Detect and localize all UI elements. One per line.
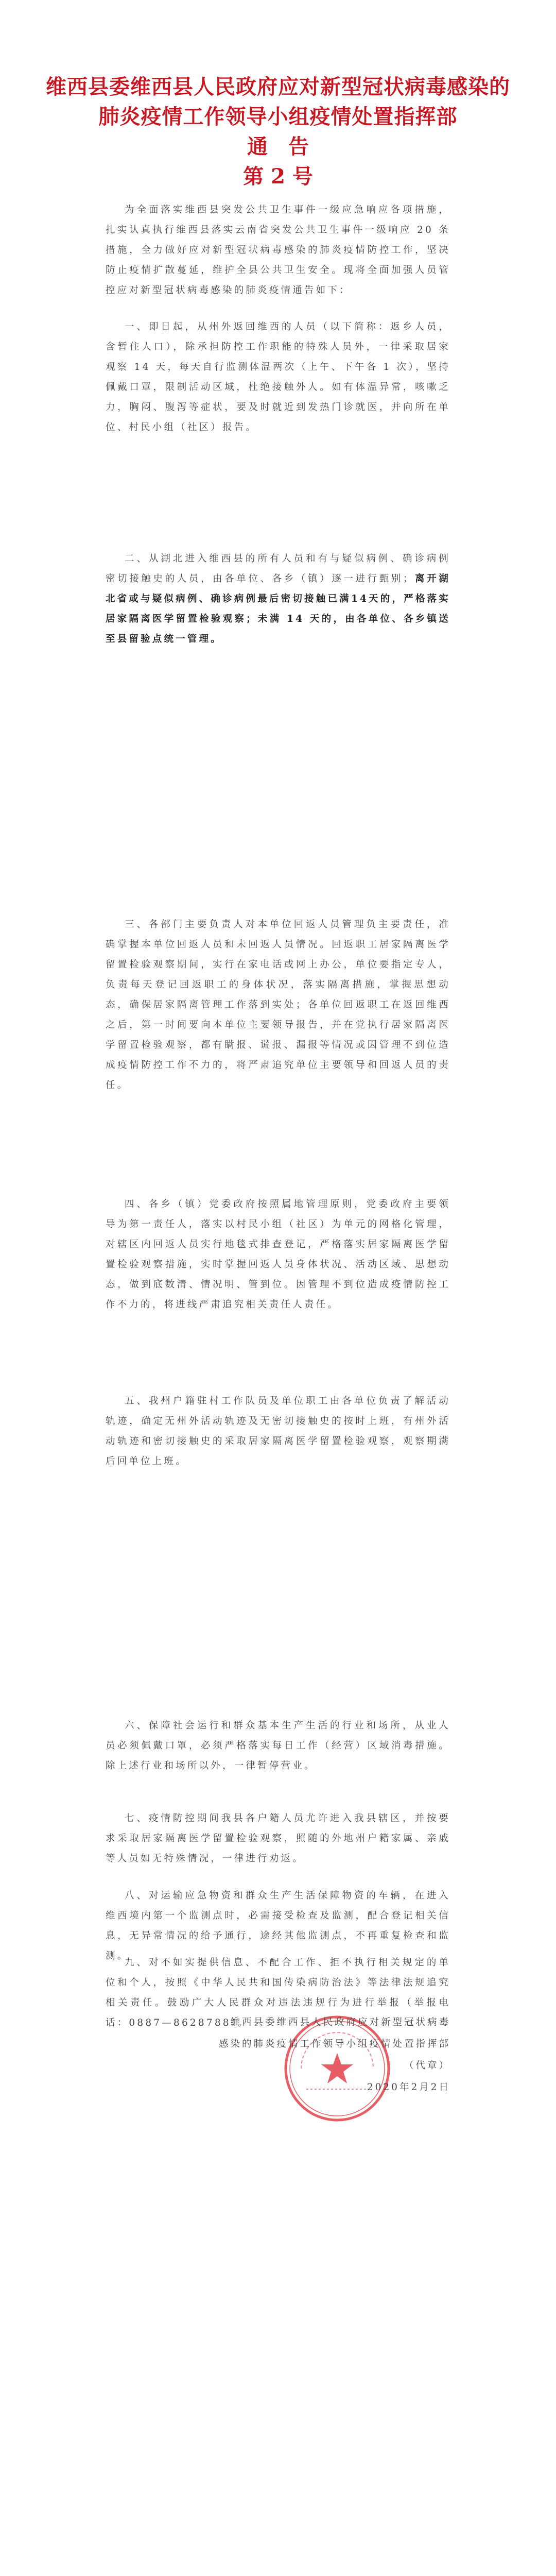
document-number: 第 2 号: [243, 164, 313, 189]
paragraph-item-9: 九、对不如实提供信息、不配合工作、拒不执行相关规定的单位和个人，按照《中华人民共和国传染病防治法》等法律法规追究相关责任。鼓励广大人民群众对违法违规行为进行举报（举报电话：0887—8628788）。: [106, 1957, 450, 2028]
paragraph-item-4: 四、各乡（镇）党委政府按照属地管理原则，党委政府主要领导为第一责任人，落实以村民小组（社区）为单元的网格化管理，对辖区内回返人员实行地毯式排查登记，严格落实居家隔离医学留置检验观察措施，实时掌握回返人员身体状况、活动区域、思想动态，做到底数清、情况明、管到位。因管理不到位造成疫情防控工作不力的，将进线严肃追究相关责任人责任。: [106, 1199, 450, 1310]
notice-heading: 通 告: [247, 134, 309, 159]
document-title-line-1: 维西县委维西县人民政府应对新型冠状病毒感染的: [46, 75, 510, 99]
paragraph-item-3: 三、各部门主要负责人对本单位回返人员管理负主要责任，准确掌握本单位回返人员和未回返人员情况。回返职工居家隔离医学留置检验观察期间，实行在家电话或网上办公，单位要指定专人，负责每天登记回返职工的身体状况，落实隔离措施，掌握思想动态，确保居家隔离管理工作落到实处；各单位回返职工在返回维西之后，第一时间要向本单位主要领导报告，并在党执行居家隔离医学留置检验观察，都有瞒报、谎报、漏报等情况或因管理不到位造成疫情防控工作不力的，将严肃追究单位主要领导和回返人员的责任。: [106, 919, 450, 1091]
paragraph-item-7: 七、疫情防控期间我县各户籍人员尤许进入我县辖区，并按要求采取居家隔离医学留置检验观察，照随的外地州户籍家属、亲戚等人员如无特殊情况，一律进行劝返。: [106, 1813, 450, 1864]
signature-date: 2020年2月2日: [367, 2082, 450, 2093]
signature-block: [219, 2012, 450, 2098]
paragraph-item-2-emphasis: 离开湖北省或与疑似病例、确诊病例最后密切接触已满14天的，严格落实居家隔离医学留置检验观察；未满 14 天的，由各单位、各乡镇送至县留验点统一管理。: [106, 573, 450, 645]
document-header: [0, 72, 556, 192]
signature-line-2: 感染的肺炎疫情工作领导小组疫情处置指挥部: [218, 2039, 450, 2049]
signature-line-3: （代章）: [404, 2060, 450, 2071]
paragraph-intro: 为全面落实维西县突发公共卫生事件一级应急响应各项措施，扎实认真执行维西县落实云南省突发公共卫生事件一级响应 20 条措施，全力做好应对新型冠状病毒感染的肺炎疫情防控工作，坚决防止疫情扩散蔓延，维护全县公共卫生安全。现将全面加强人员管控应对新型冠状病毒感染的肺炎疫情通告如下：: [106, 205, 450, 296]
paragraph-item-8: 八、对运输应急物资和群众生产生活保障物资的车辆，在进入维西境内第一个监测点时，必需接受检查及监测，配合登记相关信息，无异常情况的给予通行，途经其他监测点，不再重复检查和监测。: [106, 1890, 450, 1961]
document-title-line-2: 肺炎疫情工作领导小组疫情处置指挥部: [98, 105, 458, 129]
signature-line-1: 维西县委维西县人民政府应对新型冠状病毒: [230, 2017, 450, 2028]
paragraph-item-6: 六、保障社会运行和群众基本生产生活的行业和场所，从业人员必须佩戴口罩，必须严格落实每日工作（经营）区域消毒措施。除上述行业和场所以外，一律暂停营业。: [106, 1720, 450, 1771]
paragraph-item-5: 五、我州户籍驻村工作队员及单位职工由各单位负责了解活动轨迹，确定无州外活动轨迹及无密切接触史的按时上班，有州外活动轨迹和密切接触史的采取居家隔离医学留置检验观察，观察期满后回单位上班。: [106, 1396, 450, 1467]
paragraph-item-2: [106, 549, 450, 649]
paragraph-item-2-intro: 二、从湖北进入维西县的所有人员和有与疑似病例、确诊病例密切接触史的人员，由各单位、各乡（镇）逐一进行甄别；: [106, 553, 450, 584]
paragraph-item-1: 一、即日起，从州外返回维西的人员（以下简称：返乡人员，含暂住人口），除承担防控工作职能的特殊人员外，一律采取居家观察 14 天，每天自行监测体温两次（上午、下午各 1 次），坚持佩戴口罩，限制活动区域，杜绝接触外人。如有体温异常，咳嗽乏力，胸闷、腹泻等症状，要及时就近到发热门诊就医，并向所在单位、村民小组（社区）报告。: [106, 321, 450, 433]
